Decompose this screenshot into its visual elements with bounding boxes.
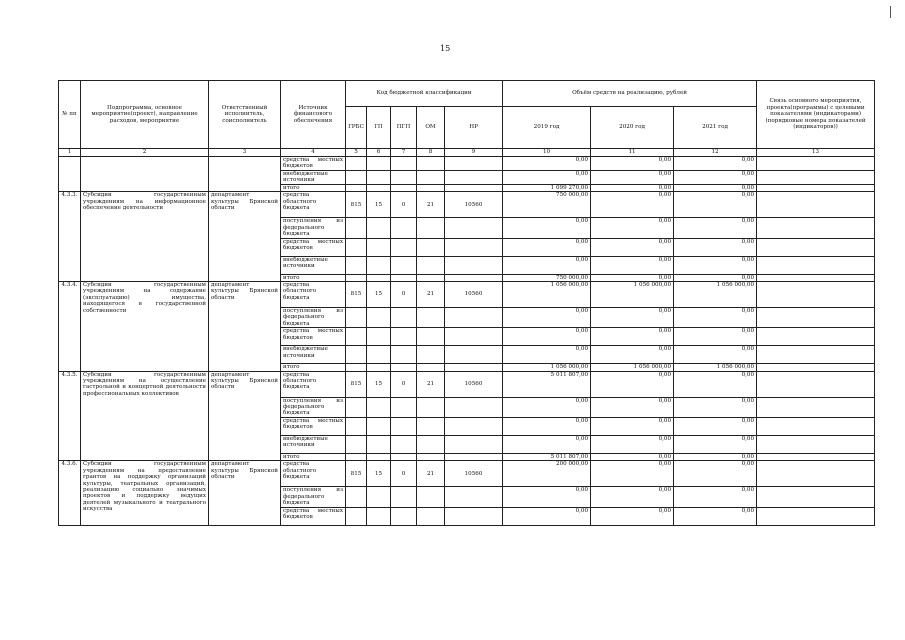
code-cell <box>391 157 417 171</box>
link-cell <box>757 256 875 274</box>
code-cell <box>367 487 391 507</box>
amount-2020: 0,00 <box>591 371 674 397</box>
header-source: Источник финансового обеспечения <box>281 81 346 149</box>
source-cell: внебюджетные источники <box>281 346 346 364</box>
code-cell <box>445 487 503 507</box>
code-cell <box>417 487 445 507</box>
code-cell <box>417 171 445 185</box>
column-number: 2 <box>81 149 209 157</box>
code-cell <box>346 346 367 364</box>
code-cell <box>417 435 445 453</box>
header-no: № пп <box>59 81 81 149</box>
header-2019: 2019 год <box>503 107 591 149</box>
code-cell <box>346 364 367 371</box>
code-pgp: 0 <box>391 371 417 397</box>
link-cell <box>757 171 875 185</box>
code-cell <box>417 364 445 371</box>
code-cell <box>391 328 417 346</box>
code-cell <box>346 171 367 185</box>
item-responsible: департамент культуры Брянской области <box>209 461 281 525</box>
code-om: 21 <box>417 461 445 487</box>
header-budget-code: Код бюджетной классификации <box>346 81 503 107</box>
code-np: 10560 <box>445 192 503 218</box>
item-responsible: департамент культуры Брянской области <box>209 282 281 372</box>
column-number: 3 <box>209 149 281 157</box>
code-cell <box>445 308 503 328</box>
column-number: 8 <box>417 149 445 157</box>
table-row <box>59 157 875 171</box>
amount-2019: 750 000,00 <box>503 274 591 281</box>
code-cell <box>391 507 417 525</box>
code-cell <box>367 435 391 453</box>
page-number: 15 <box>440 44 451 53</box>
amount-2021: 0,00 <box>674 453 757 460</box>
code-om: 21 <box>417 192 445 218</box>
code-cell <box>391 256 417 274</box>
code-cell <box>346 274 367 281</box>
amount-2020: 1 056 000,00 <box>591 282 674 308</box>
code-cell <box>445 453 503 460</box>
amount-2019: 0,00 <box>503 507 591 525</box>
link-cell <box>757 453 875 460</box>
link-cell <box>757 274 875 281</box>
amount-2019: 0,00 <box>503 487 591 507</box>
code-cell <box>346 238 367 256</box>
link-cell <box>757 328 875 346</box>
code-cell <box>417 238 445 256</box>
code-cell <box>445 157 503 171</box>
code-cell <box>346 308 367 328</box>
code-cell <box>367 256 391 274</box>
amount-2020: 0,00 <box>591 461 674 487</box>
amount-2020: 0,00 <box>591 435 674 453</box>
source-cell: итого <box>281 185 346 192</box>
column-number: 12 <box>674 149 757 157</box>
amount-2019: 5 011 807,00 <box>503 371 591 397</box>
header-pgp: ПГП <box>391 107 417 149</box>
code-gp: 15 <box>367 461 391 487</box>
header-program: Подпрограмма, основное мероприятие(проект), направление расходов, мероприятие <box>81 81 209 149</box>
code-cell <box>445 417 503 435</box>
source-cell: средства областного бюджета <box>281 192 346 218</box>
code-cell <box>391 364 417 371</box>
code-cell <box>445 256 503 274</box>
code-cell <box>417 185 445 192</box>
amount-2021: 0,00 <box>674 507 757 525</box>
amount-2020: 0,00 <box>591 218 674 238</box>
link-cell <box>757 346 875 364</box>
item-name: Субсидии государственным учреждениям на осуществление гастрольной и концертной деятельности профессиональных коллективов <box>81 371 209 461</box>
source-cell: внебюджетные источники <box>281 256 346 274</box>
link-cell <box>757 364 875 371</box>
code-cell <box>346 218 367 238</box>
code-cell <box>346 417 367 435</box>
code-np: 10560 <box>445 461 503 487</box>
link-cell <box>757 157 875 171</box>
code-cell <box>367 507 391 525</box>
amount-2019: 0,00 <box>503 171 591 185</box>
code-grbs: 815 <box>346 371 367 397</box>
link-cell <box>757 435 875 453</box>
code-cell <box>445 435 503 453</box>
amount-2021: 0,00 <box>674 218 757 238</box>
source-cell: средства местных бюджетов <box>281 238 346 256</box>
code-pgp: 0 <box>391 282 417 308</box>
amount-2020: 0,00 <box>591 256 674 274</box>
code-cell <box>367 274 391 281</box>
amount-2019: 0,00 <box>503 238 591 256</box>
code-cell <box>367 328 391 346</box>
amount-2020: 0,00 <box>591 487 674 507</box>
source-cell: средства местных бюджетов <box>281 328 346 346</box>
code-cell <box>346 487 367 507</box>
code-cell <box>346 328 367 346</box>
amount-2021: 0,00 <box>674 157 757 171</box>
code-gp: 15 <box>367 192 391 218</box>
code-cell <box>445 364 503 371</box>
source-cell: поступления из федерального бюджета <box>281 487 346 507</box>
code-grbs: 815 <box>346 282 367 308</box>
scan-edge-mark <box>890 6 891 18</box>
item-number: 4.3.4. <box>59 282 81 372</box>
code-pgp: 0 <box>391 461 417 487</box>
amount-2020: 1 056 000,00 <box>591 364 674 371</box>
code-grbs: 815 <box>346 461 367 487</box>
amount-2020: 0,00 <box>591 328 674 346</box>
item-name: Субсидии государственным учреждениям на содержание (эксплуатацию) имущества, находящегося в государственной собственности <box>81 282 209 372</box>
amount-2019: 1 056 000,00 <box>503 282 591 308</box>
amount-2021: 0,00 <box>674 435 757 453</box>
source-cell: средства областного бюджета <box>281 461 346 487</box>
amount-2019: 0,00 <box>503 397 591 417</box>
amount-2021: 0,00 <box>674 417 757 435</box>
amount-2020: 0,00 <box>591 397 674 417</box>
header-2020: 2020 год <box>591 107 674 149</box>
amount-2021: 0,00 <box>674 171 757 185</box>
source-cell: средства местных бюджетов <box>281 417 346 435</box>
header-om: ОМ <box>417 107 445 149</box>
code-cell <box>417 308 445 328</box>
code-cell <box>391 417 417 435</box>
source-cell: поступления из федерального бюджета <box>281 397 346 417</box>
amount-2021: 0,00 <box>674 397 757 417</box>
code-cell <box>417 256 445 274</box>
column-number: 1 <box>59 149 81 157</box>
amount-2021: 0,00 <box>674 185 757 192</box>
code-cell <box>367 397 391 417</box>
header-amount: Объём средств на реализацию, рублей <box>503 81 757 107</box>
amount-2021: 0,00 <box>674 328 757 346</box>
code-gp: 15 <box>367 371 391 397</box>
amount-2019: 1 099 270,00 <box>503 185 591 192</box>
amount-2019: 0,00 <box>503 346 591 364</box>
code-cell <box>417 218 445 238</box>
column-number-row <box>59 149 875 157</box>
header-link: Связь основного мероприятия, проекта(программы) с целевыми показателями (индикаторами) (порядковые номера показателей (индикаторов)) <box>757 81 875 149</box>
code-cell <box>445 346 503 364</box>
link-cell <box>757 371 875 397</box>
table-row <box>59 461 875 487</box>
code-np: 10560 <box>445 371 503 397</box>
code-cell <box>367 364 391 371</box>
budget-table <box>58 80 875 526</box>
amount-2020: 0,00 <box>591 157 674 171</box>
code-cell <box>391 238 417 256</box>
code-pgp: 0 <box>391 192 417 218</box>
source-cell: внебюджетные источники <box>281 171 346 185</box>
link-cell <box>757 397 875 417</box>
code-cell <box>417 507 445 525</box>
header-2021: 2021 год <box>674 107 757 149</box>
code-cell <box>445 238 503 256</box>
amount-2020: 0,00 <box>591 417 674 435</box>
code-cell <box>445 397 503 417</box>
code-cell <box>346 157 367 171</box>
amount-2019: 1 056 000,00 <box>503 364 591 371</box>
code-cell <box>367 157 391 171</box>
code-gp: 15 <box>367 282 391 308</box>
column-number: 10 <box>503 149 591 157</box>
amount-2021: 0,00 <box>674 461 757 487</box>
header-grbs: ГРБС <box>346 107 367 149</box>
amount-2020: 0,00 <box>591 171 674 185</box>
code-cell <box>346 185 367 192</box>
link-cell <box>757 308 875 328</box>
cont-resp-cell <box>209 157 281 192</box>
link-cell <box>757 487 875 507</box>
code-cell <box>445 328 503 346</box>
amount-2020: 0,00 <box>591 346 674 364</box>
code-cell <box>417 274 445 281</box>
amount-2020: 0,00 <box>591 192 674 218</box>
amount-2019: 0,00 <box>503 328 591 346</box>
code-cell <box>445 218 503 238</box>
code-cell <box>445 507 503 525</box>
column-number: 13 <box>757 149 875 157</box>
amount-2019: 0,00 <box>503 417 591 435</box>
source-cell: итого <box>281 453 346 460</box>
code-cell <box>417 453 445 460</box>
code-cell <box>391 397 417 417</box>
amount-2021: 0,00 <box>674 308 757 328</box>
amount-2021: 0,00 <box>674 238 757 256</box>
link-cell <box>757 282 875 308</box>
header-responsible: Ответственный исполнитель, соисполнитель <box>209 81 281 149</box>
source-cell: средства областного бюджета <box>281 282 346 308</box>
amount-2021: 0,00 <box>674 192 757 218</box>
amount-2019: 5 011 807,00 <box>503 453 591 460</box>
table-row <box>59 192 875 218</box>
code-cell <box>417 397 445 417</box>
column-number: 9 <box>445 149 503 157</box>
item-number: 4.3.6. <box>59 461 81 525</box>
amount-2021: 1 056 000,00 <box>674 364 757 371</box>
code-cell <box>367 171 391 185</box>
link-cell <box>757 185 875 192</box>
code-cell <box>346 435 367 453</box>
item-number: 4.3.5. <box>59 371 81 461</box>
source-cell: итого <box>281 364 346 371</box>
code-cell <box>417 157 445 171</box>
item-number: 4.3.3. <box>59 192 81 282</box>
source-cell: итого <box>281 274 346 281</box>
amount-2019: 0,00 <box>503 256 591 274</box>
code-cell <box>346 397 367 417</box>
link-cell <box>757 192 875 218</box>
code-cell <box>391 274 417 281</box>
amount-2019: 750 000,00 <box>503 192 591 218</box>
item-name: Субсидии государственным учреждениям на предоставление грантов на поддержку организаций культуры, театральных организаций, реализацию социально значимых проектов и поддержку ведущих деятелей музыкального и театрального искусства <box>81 461 209 525</box>
code-cell <box>367 218 391 238</box>
amount-2021: 0,00 <box>674 274 757 281</box>
code-grbs: 815 <box>346 192 367 218</box>
link-cell <box>757 417 875 435</box>
header-gp: ГП <box>367 107 391 149</box>
amount-2020: 0,00 <box>591 238 674 256</box>
code-cell <box>346 453 367 460</box>
link-cell <box>757 238 875 256</box>
source-cell: внебюджетные источники <box>281 435 346 453</box>
amount-2019: 0,00 <box>503 308 591 328</box>
code-cell <box>346 507 367 525</box>
item-name: Субсидии государственным учреждениям на информационное обеспечение деятельности <box>81 192 209 282</box>
code-cell <box>417 346 445 364</box>
code-cell <box>367 308 391 328</box>
item-responsible: департамент культуры Брянской области <box>209 192 281 282</box>
amount-2020: 0,00 <box>591 185 674 192</box>
amount-2021: 0,00 <box>674 256 757 274</box>
code-cell <box>391 453 417 460</box>
source-cell: поступления из федерального бюджета <box>281 308 346 328</box>
code-cell <box>417 328 445 346</box>
code-om: 21 <box>417 282 445 308</box>
code-cell <box>367 346 391 364</box>
amount-2021: 1 056 000,00 <box>674 282 757 308</box>
code-cell <box>391 185 417 192</box>
amount-2021: 0,00 <box>674 346 757 364</box>
code-cell <box>367 417 391 435</box>
link-cell <box>757 218 875 238</box>
amount-2020: 0,00 <box>591 507 674 525</box>
source-cell: средства местных бюджетов <box>281 157 346 171</box>
code-cell <box>445 274 503 281</box>
cont-name-cell <box>81 157 209 192</box>
link-cell <box>757 461 875 487</box>
column-number: 6 <box>367 149 391 157</box>
amount-2019: 0,00 <box>503 157 591 171</box>
source-cell: средства местных бюджетов <box>281 507 346 525</box>
header-np: НР <box>445 107 503 149</box>
amount-2020: 0,00 <box>591 308 674 328</box>
source-cell: поступления из федерального бюджета <box>281 218 346 238</box>
code-cell <box>391 487 417 507</box>
code-cell <box>391 346 417 364</box>
amount-2020: 0,00 <box>591 453 674 460</box>
code-cell <box>391 171 417 185</box>
code-cell <box>367 453 391 460</box>
code-cell <box>445 185 503 192</box>
amount-2021: 0,00 <box>674 487 757 507</box>
amount-2019: 200 000,00 <box>503 461 591 487</box>
code-cell <box>346 256 367 274</box>
code-cell <box>367 238 391 256</box>
code-cell <box>391 308 417 328</box>
amount-2020: 0,00 <box>591 274 674 281</box>
column-number: 11 <box>591 149 674 157</box>
column-number: 5 <box>346 149 367 157</box>
table-row <box>59 282 875 308</box>
code-cell <box>367 185 391 192</box>
amount-2019: 0,00 <box>503 218 591 238</box>
table-row <box>59 371 875 397</box>
code-om: 21 <box>417 371 445 397</box>
column-number: 7 <box>391 149 417 157</box>
code-cell <box>391 218 417 238</box>
code-np: 10560 <box>445 282 503 308</box>
cont-no-cell <box>59 157 81 192</box>
code-cell <box>391 435 417 453</box>
code-cell <box>417 417 445 435</box>
amount-2021: 0,00 <box>674 371 757 397</box>
source-cell: средства областного бюджета <box>281 371 346 397</box>
link-cell <box>757 507 875 525</box>
item-responsible: департамент культуры Брянской области <box>209 371 281 461</box>
amount-2019: 0,00 <box>503 435 591 453</box>
column-number: 4 <box>281 149 346 157</box>
code-cell <box>445 171 503 185</box>
